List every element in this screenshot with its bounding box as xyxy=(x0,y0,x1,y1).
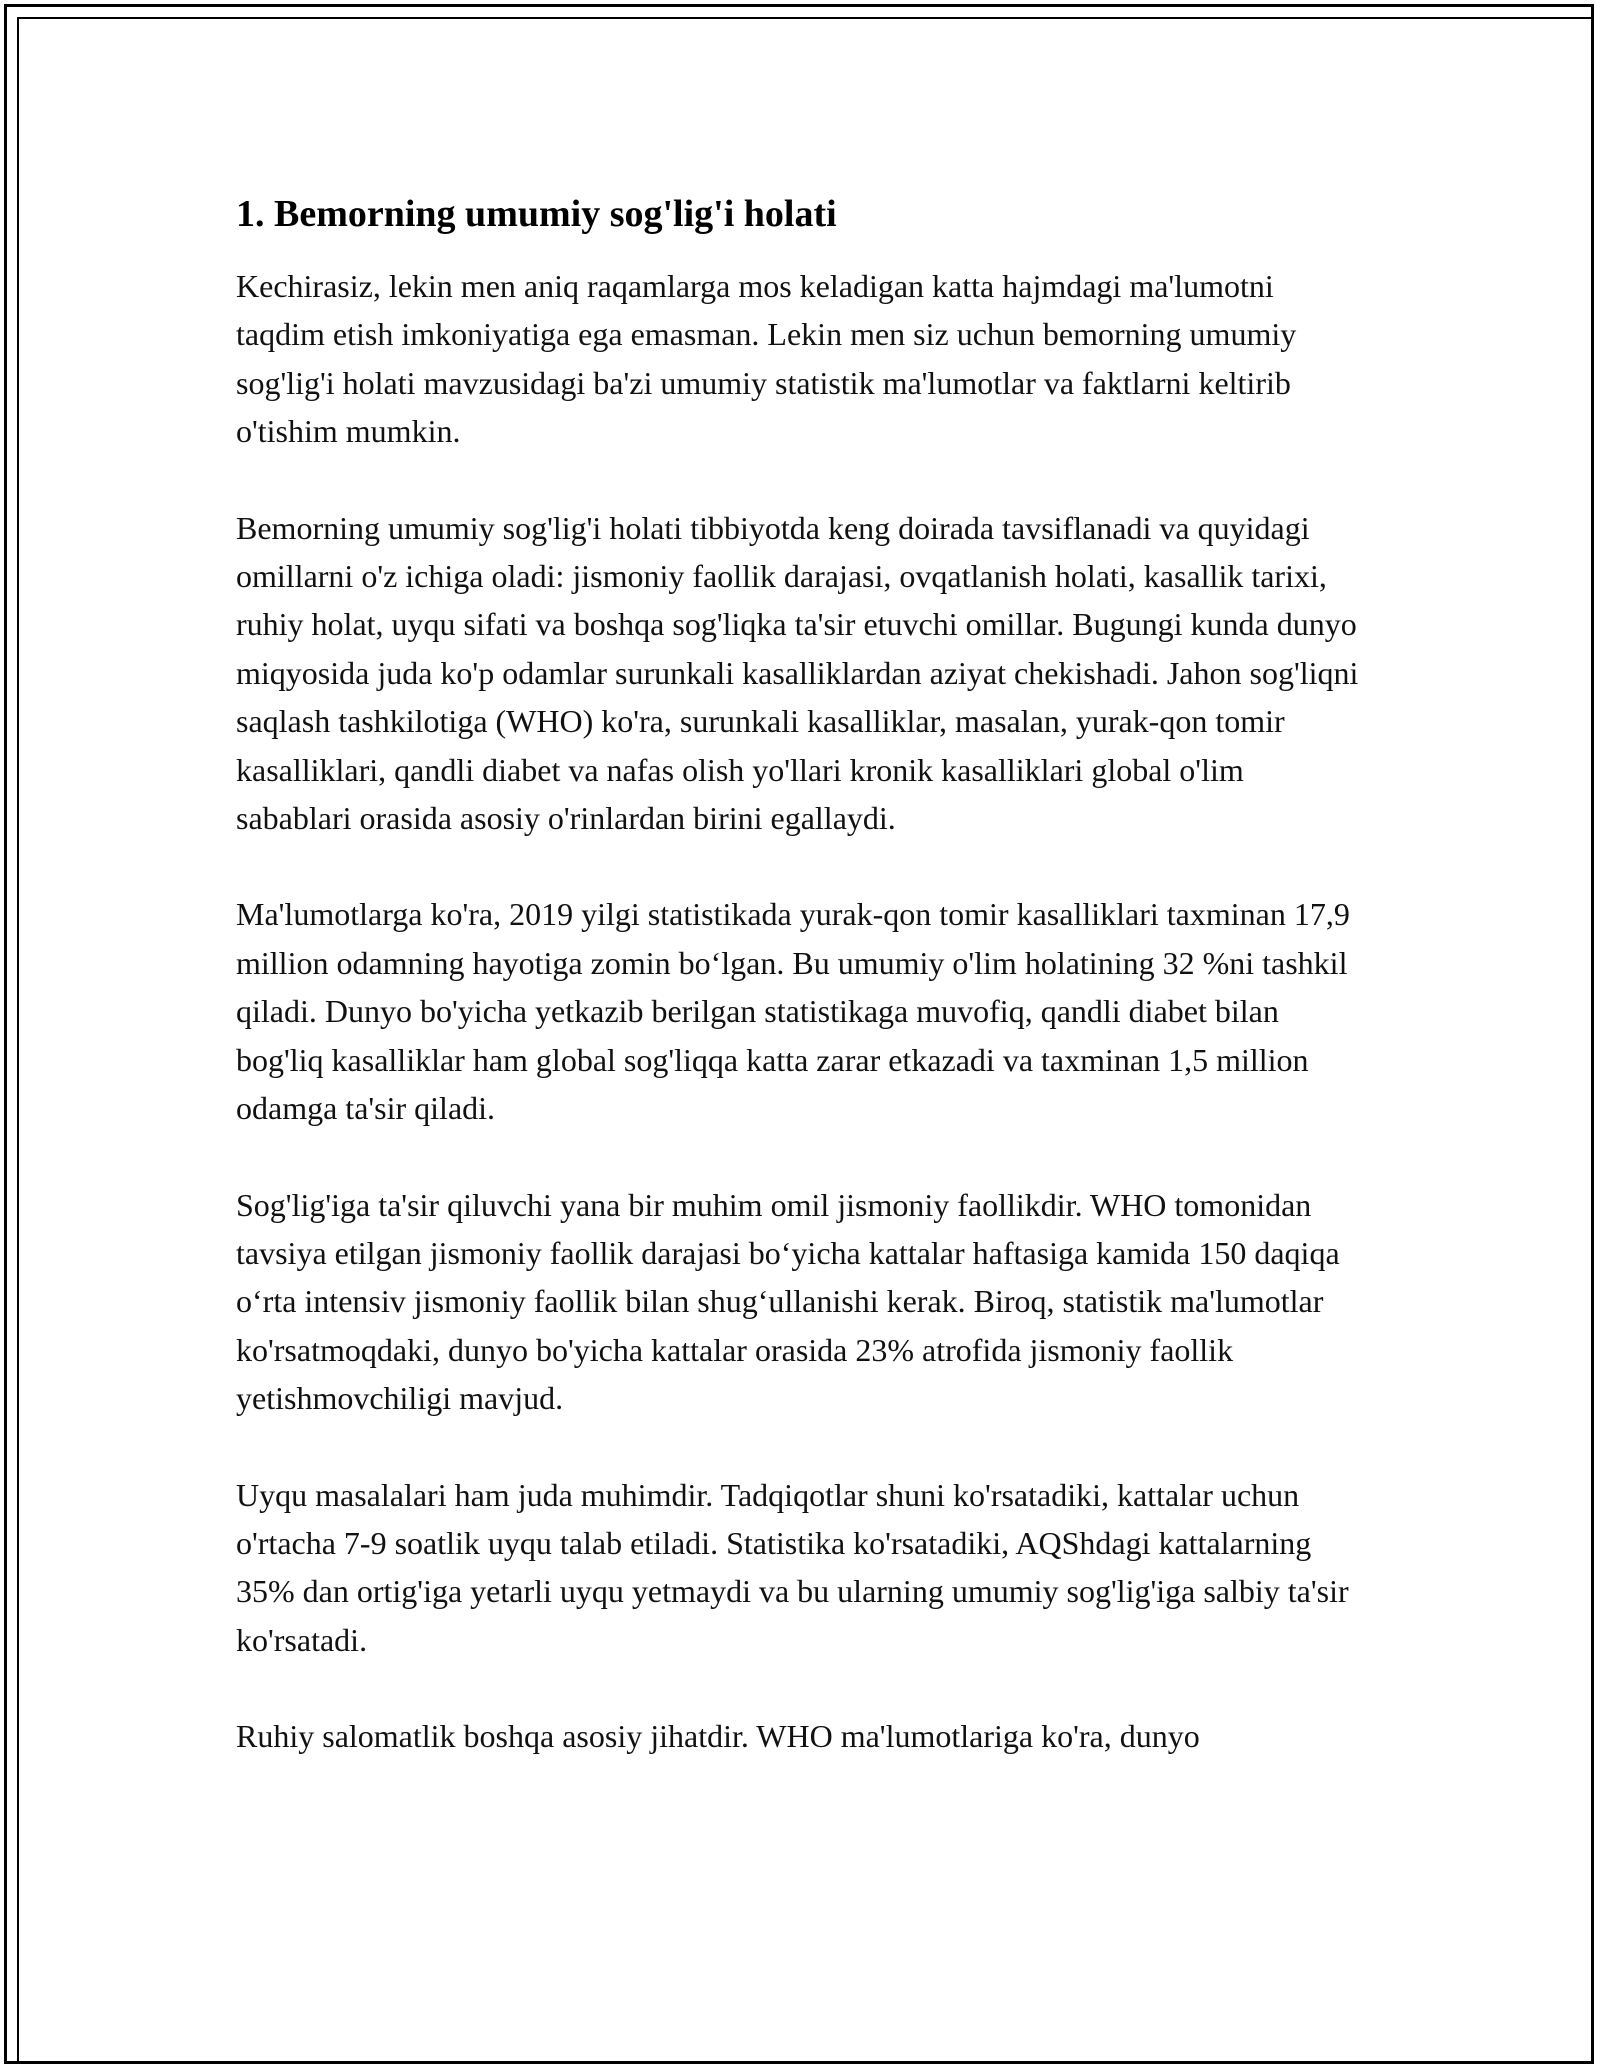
paragraph-mental-health: Ruhiy salomatlik boshqa asosiy jihatdir. WHO ma'lumotlariga ko'ra, dunyo xyxy=(236,1718,1200,1755)
paragraph-intro: Kechirasiz, lekin men aniq raqamlarga mos keladigan katta hajmdagi ma'lumotni taqdim etish imkoniyatiga ega emasman. Lekin men siz uchun bemorning umumiy sog'lig'i holati mavzusidagi ba'zi umumiy statistik ma'lumotlar va faktlarni keltirib o'tishim mumkin. xyxy=(236,268,1297,450)
paragraph-health-factors: Bemorning umumiy sog'lig'i holati tibbiyotda keng doirada tavsiflanadi va quyidagi omillarni o'z ichiga oladi: jismoniy faollik darajasi, ovqatlanish holati, kasallik tarixi, ruhiy holat, uyqu sifati va boshqa sog'liqka ta'sir etuvchi omillar. Bugungi kunda dunyo miqyosida juda ko'p odamlar surunkali kasalliklardan aziyat chekishadi. Jahon sog'liqni saqlash tashkilotiga (WHO) ko'ra, surunkali kasalliklar, masalan, yurak-qon tomir kasalliklari, qandli diabet va nafas olish yo'llari kronik kasalliklari global o'lim sabablari orasida asosiy o'rinlardan birini egallaydi. xyxy=(236,509,1359,837)
paragraph-sleep: Uyqu masalalari ham juda muhimdir. Tadqiqotlar shuni ko'rsatadiki, kattalar uchun o'rtacha 7-9 soatlik uyqu talab etiladi. Statistika ko'rsatadiki, AQShdagi kattalarning 35% dan ortig'iga yetarli uyqu yetmaydi va bu ularning umumiy sog'lig'iga salbiy ta'sir ko'rsatadi. xyxy=(236,1476,1349,1658)
section-heading: 1. Bemorning umumiy sog'lig'i holati xyxy=(236,193,837,235)
paragraph-cardiovascular-stats: Ma'lumotlarga ko'ra, 2019 yilgi statistikada yurak-qon tomir kasalliklari taxminan 17,9 million odamning hayotiga zomin bo‘lgan. Bu umumiy o'lim holatining 32 %ni tashkil qiladi. Dunyo bo'yicha yetkazib berilgan statistikaga muvofiq, qandli diabet bilan bog'liq kasalliklar ham global sog'liqqa katta zarar etkazadi va taxminan 1,5 million odamga ta'sir qiladi. xyxy=(236,896,1350,1127)
paragraph-physical-activity: Sog'lig'iga ta'sir qiluvchi yana bir muhim omil jismoniy faollikdir. WHO tomonidan tavsiya etilgan jismoniy faollik darajasi bo‘yicha kattalar haftasiga kamida 150 daqiqa o‘rta intensiv jismoniy faollik bilan shug‘ullanishi kerak. Biroq, statistik ma'lumotlar ko'rsatmoqdaki, dunyo bo'yicha kattalar orasida 23% atrofida jismoniy faollik yetishmovchiligi mavjud. xyxy=(236,1186,1340,1417)
document-body xyxy=(236,188,1366,1809)
